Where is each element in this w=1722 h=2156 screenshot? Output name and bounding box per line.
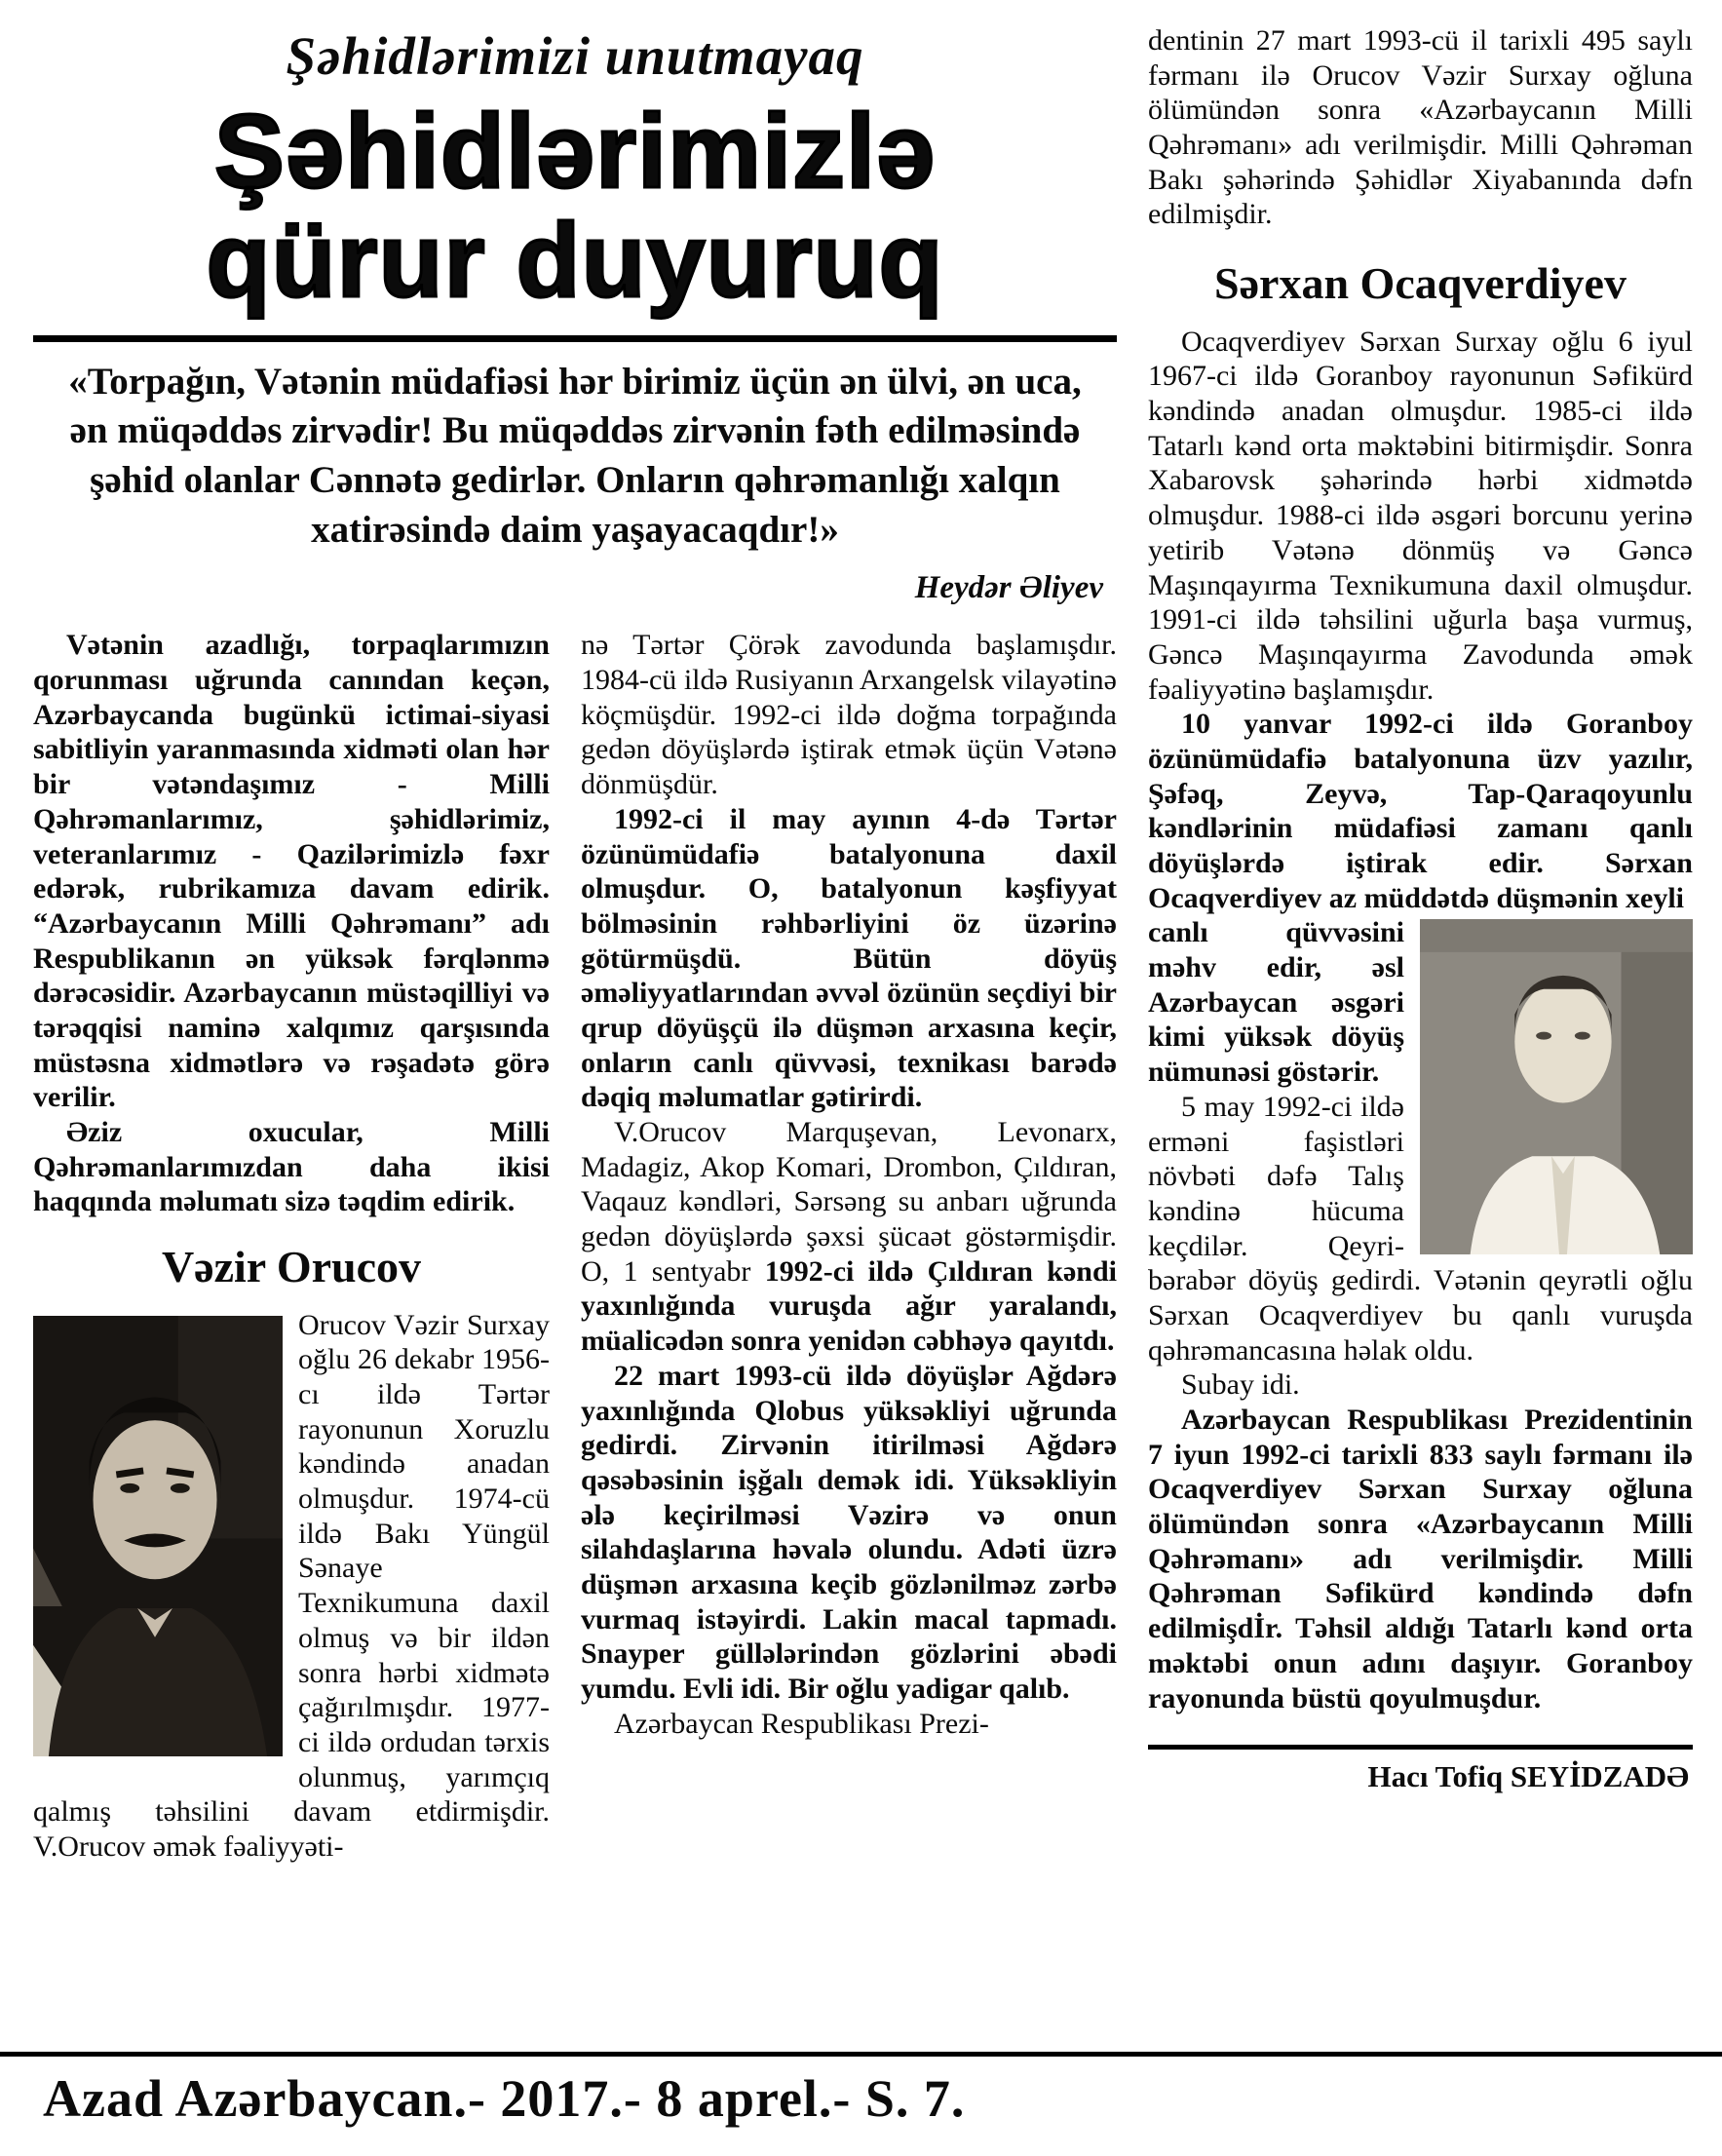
serxan-paragraph-5: Azərbaycan Respublikası Prezidentinin 7 iyun 1992-ci tarixli 833 saylı fərmanı ilə Ocaqverdiyev Sərxan Surxay oğluna ölümündən sonra «Azərbaycanın Milli Qəhrəmanı» adı verilmişdir. Milli Qəhrəman Səfikürd kəndində dəfn edilmişdİr. Təhsil aldığı Tatarlı kənd orta məktəbi onun adını daşıyır. Goranboy rayonunda büstü qoyulmuşdur. — [1148, 1404, 1693, 1714]
column-middle — [581, 628, 1117, 1864]
serxan-photo-zone — [1148, 915, 1693, 1367]
vezir-paragraph-4-bold: 1992-ci ildə Çıldıran kəndi yaxınlığında vuruşda ağır yaralandı, müalicədən sonra yenidən cəbhəyə qayıtdı. — [581, 1254, 1118, 1358]
vezir-paragraph-1: Orucov Vəzir Surxay oğlu 26 dekabr 1956-cı ildə Tərtər rayonunun Xoruzlu kəndində anadan olmuşdur. 1974-cü ildə Bakı Yüngül Sənaye Texnikumuna daxil olmuş və bir ildən sonra hərbi xidmətə çağırılmışdır. 1977-ci ildə ordudan tərxis olunmuş, yarımçıq qalmış təhsilini davam etdirmişdir. V.Orucov əmək fəaliyyəti- — [33, 1308, 550, 1863]
lead-quote: «Torpağın, Vətənin müdafiəsi hər birimiz üçün ən ülvi, ən uca, ən müqəddəs zirvədir! Bu müqəddəs zirvənin fəth edilməsində şəhid olanlar Cənnətə gedirlər. Onların qəhrəmanlığı xalqın xatirəsində daim yaşayacaqdır!» — [68, 360, 1082, 551]
intro-paragraph-1: Vətənin azadlığı, torpaqlarımızın qorunması uğrunda canından keçən, Azərbaycanda bugünkü ictimai-siyasi sabitliyin yaranmasında xidməti olan hər bir vətəndaşımız - Milli Qəhrəmanlarımız, şəhidlərimiz, veteranlarımız - Qazilərimizlə fəxr edərək, rubrikamıza davam edirik. “Azərbaycanın Milli Qəhrəmanı” adı Respublikanın ən yüksək fərqlənmə dərəcəsidir. Azərbaycanın müstəqilliyi və tərəqqisi naminə xalqımız qarşısında müstəsna xidmətlərə və rəşadətə görə verilir. — [33, 629, 550, 1114]
article-kicker: Şəhidlərimizi unutmayaq — [286, 26, 864, 86]
headline-line-2: qürur duyuruq — [206, 201, 944, 320]
serxan-paragraph-4: Subay idi. — [1181, 1368, 1300, 1402]
vezir-paragraph-5: 22 mart 1993-cü ildə döyüşlər Ağdərə yaxınlığında Qlobus yüksəkliyi uğrunda gedirdi. Zirvənin itirilməsi Ağdərə qəsəbəsinin işğalı demək idi. Yüksəkliyin ələ keçirilməsi Vəzirə və onun silahdaşlarına həvalə olundu. Adəti üzrə düşmən arxasına keçib gözlənilməz zərbə vurmaq istəyirdi. Lakin macal tapmadı. Snayper güllələrindən gözlərini əbədi yumdu. Evli idi. Bir oğlu yadigar qalıb. — [581, 1359, 1117, 1705]
headline-line-1: Şəhidlərimizlə — [213, 92, 937, 210]
serxan-paragraph-2-lead: 10 yanvar 1992-ci ildə Goranboy özünümüdafiə batalyonuna üzv yazılır, Şəfəq, Zeyvə, Tap-Qaraqoyunlu kəndlərinin müdafiəsi zamanı qanlı döyüşlərdə iştirak edir. Sərxan Ocaqverdiyev az müddətdə düşmənin xeyli — [1148, 708, 1693, 914]
headline-rule — [33, 335, 1117, 342]
intro-paragraph-2: Əziz oxucular, Milli Qəhrəmanlarımızdan daha ikisi haqqında məlumatı sizə təqdim edirik. — [33, 1116, 550, 1218]
serxan-ocaqverdiyev-photo — [1420, 919, 1693, 1254]
vezir-photo-zone — [33, 1308, 550, 1865]
article-header — [33, 23, 1117, 606]
article-title-vezir-orucov: Vəzir Orucov — [161, 1242, 422, 1292]
vezir-orucov-photo — [33, 1316, 283, 1756]
article-title-serxan-ocaqverdiyev: Sərxan Ocaqverdiyev — [1214, 258, 1626, 309]
vezir-paragraph-2: nə Tərtər Çörək zavodunda başlamışdır. 1984-cü ildə Rusiyanın Arxangelsk vilayətinə köçmüşdür. 1992-ci ildə doğma torpağında gedən döyüşlərdə iştirak etmək üçün Vətənə dönmüşdür. — [581, 629, 1117, 801]
column-right — [1148, 23, 1693, 1865]
source-citation: Azad Azərbaycan.- 2017.- 8 aprel.- S. 7. — [43, 2069, 966, 2128]
column-left — [33, 628, 550, 1864]
source-footer — [0, 2052, 1722, 2156]
signature-rule — [1148, 1745, 1693, 1750]
serxan-paragraph-1: Ocaqverdiyev Sərxan Surxay oğlu 6 iyul 1967-ci ildə Goranboy rayonunun Səfikürd kəndində anadan olmuşdur. 1985-ci ildə Tatarlı kənd orta məktəbini bitirmişdir. Sonra Xabarovsk şəhərində hərbi xidmətdə olmuşdur. 1988-ci ildə əsgəri borcunu yerinə yetirib Vətənə dönmüş və Gəncə Maşınqayırma Texnikumuna daxil olmuşdur. 1991-ci ildə təhsilini uğurla başa vurmuş, Gəncə Maşınqayırma Zavodunda əmək fəaliyyətinə başlamışdır. — [1148, 325, 1693, 706]
serxan-paragraph-3: 5 may 1992-ci ildə erməni faşistləri növbəti dəfə Talış kəndinə hücuma keçdilər. Qeyri-bərabər döyüş gedirdi. Vətənin qeyrətli oğlu Sərxan Ocaqverdiyev bu qanlı vuruşda qəhrəmancasına həlak oldu. — [1148, 1090, 1693, 1367]
vezir-paragraph-4-regular: V.Orucov Marquşevan, Levonarx, Madagiz, Akop Komari, Drombon, Çıldıran, Vaqauz kəndləri, Sərsəng su anbarı uğrunda gedən döyüşlərdə şəxsi şücaət göstərmişdir. O, 1 sentyabr — [581, 1116, 1117, 1288]
main-headline — [33, 92, 1117, 320]
signature-block — [1148, 1745, 1693, 1794]
vezir-paragraph-6: Azərbaycan Respublikası Prezi- — [614, 1707, 989, 1740]
author-signature: Hacı Tofiq SEYİDZADƏ — [1367, 1759, 1689, 1794]
vezir-paragraph-7: dentinin 27 mart 1993-cü il tarixli 495 saylı fərmanı ilə Orucov Vəzir Surxay oğluna ölümündən sonra «Azərbaycanın Milli Qəhrəmanı» adı verilmişdir. Milli Qəhrəman Bakı şəhərində Şəhidlər Xiyabanında dəfn edilmişdir. — [1148, 24, 1693, 231]
quote-attribution: Heydər Əliyev — [914, 570, 1103, 606]
vezir-paragraph-3: 1992-ci il may ayının 4-də Tərtər özünümüdafiə batalyonuna daxil olmuşdur. O, batalyonun kəşfiyyat bölməsinin rəhbərliyini öz üzərinə götürmüşdü. Bütün döyüş əməliyyatlarından əvvəl özünün seçdiyi bir qrup döyüşçü ilə düşmən arxasına keçir, onların canlı qüvvəsi, texnikası barədə dəqiq məlumatlar gətirirdi. — [581, 802, 1117, 1114]
vezir-paragraph-4 — [581, 1115, 1117, 1359]
serxan-paragraph-2-wrap: canlı qüvvəsini məhv edir, əsl Azərbaycan əsgəri kimi yüksək döyüş nümunəsi göstərir. — [1148, 916, 1404, 1089]
